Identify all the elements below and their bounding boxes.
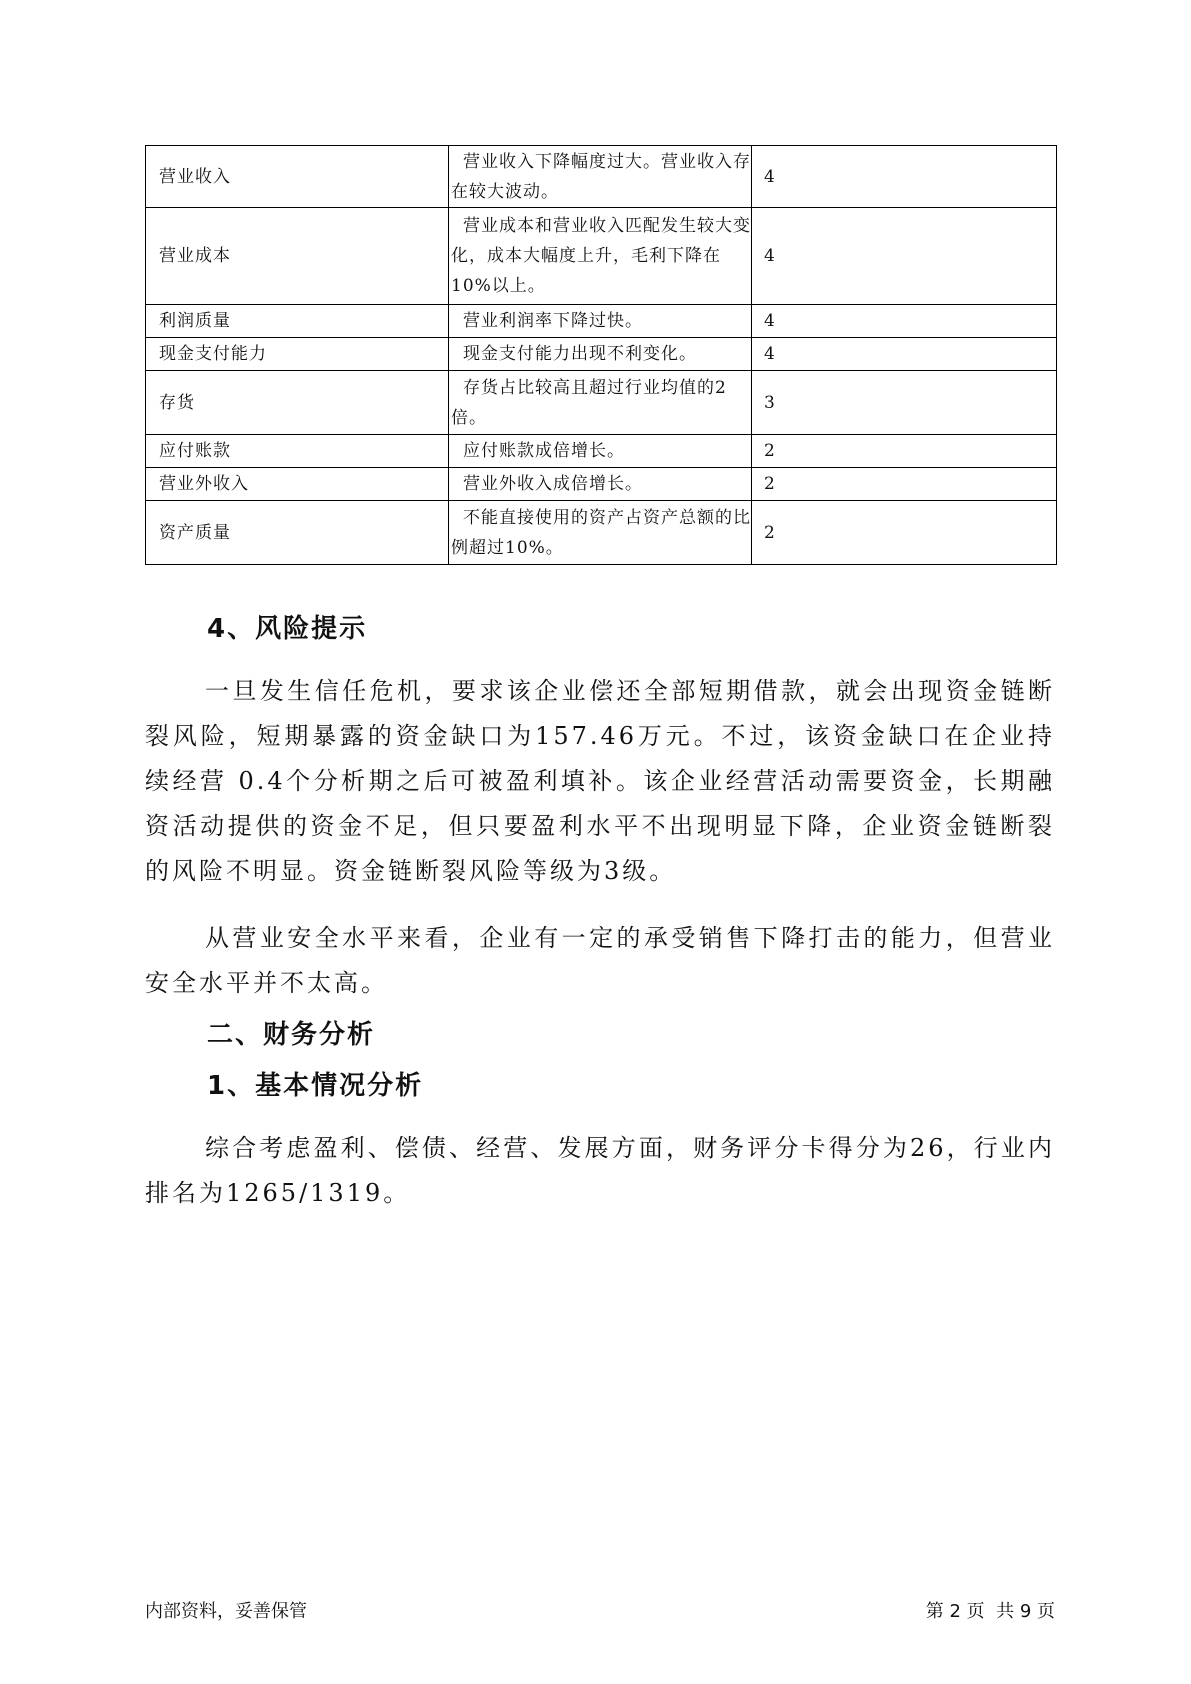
risk-item: 存货 — [146, 371, 449, 435]
section-heading-financial-analysis: 二、财务分析 — [207, 1020, 376, 1050]
risk-score: 2 — [752, 435, 1057, 468]
operating-safety-paragraph: 从营业安全水平来看，企业有一定的承受销售下降打击的能力，但营业安全水平并不太高。 — [145, 924, 1055, 997]
risk-description: 应付账款成倍增长。 — [463, 441, 625, 461]
risk-item: 营业外收入 — [146, 468, 449, 501]
risk-description: 营业利润率下降过快。 — [463, 311, 643, 331]
table-row — [146, 468, 1057, 501]
table-row — [146, 208, 1057, 305]
footer-page-number: 第 2 页 共 9 页 — [925, 1601, 1055, 1622]
risk-score: 3 — [752, 371, 1057, 435]
risk-description: 现金支付能力出现不利变化。 — [463, 344, 697, 364]
table-row — [146, 371, 1057, 435]
risk-score: 2 — [752, 468, 1057, 501]
section-heading-risk-warning: 4、风险提示 — [207, 614, 368, 644]
risk-item: 利润质量 — [146, 305, 449, 338]
risk-indicator-table — [145, 145, 1057, 565]
risk-item: 应付账款 — [146, 435, 449, 468]
risk-description: 存货占比较高且超过行业均值的2倍。 — [451, 377, 727, 428]
risk-warning-paragraph: 一旦发生信任危机，要求该企业偿还全部短期借款，就会出现资金链断裂风险，短期暴露的资金缺口为157.46万元。不过，该资金缺口在企业持续经营 0.4个分析期之后可被盈利填补。该企业经营活动需要资金，长期融资活动提供的资金不足，但只要盈利水平不出现明显下降，企业资金链断裂的风险不明显。资金链断裂风险等级为3级。 — [145, 677, 1055, 885]
risk-item: 营业收入 — [146, 146, 449, 208]
table-row — [146, 501, 1057, 565]
table-row — [146, 338, 1057, 371]
basic-analysis-paragraph: 综合考虑盈利、偿债、经营、发展方面，财务评分卡得分为26，行业内排名为1265/1319。 — [145, 1134, 1055, 1207]
risk-description: 营业外收入成倍增长。 — [463, 474, 643, 494]
table-row — [146, 146, 1057, 208]
risk-item: 资产质量 — [146, 501, 449, 565]
risk-description: 营业收入下降幅度过大。营业收入存在较大波动。 — [451, 151, 751, 202]
table-row — [146, 305, 1057, 338]
risk-score: 4 — [752, 146, 1057, 208]
risk-score: 4 — [752, 208, 1057, 305]
risk-score: 2 — [752, 501, 1057, 565]
risk-score: 4 — [752, 338, 1057, 371]
subsection-heading-basic-analysis: 1、基本情况分析 — [207, 1071, 424, 1101]
table-row — [146, 435, 1057, 468]
risk-score: 4 — [752, 305, 1057, 338]
risk-item: 营业成本 — [146, 208, 449, 305]
risk-item: 现金支付能力 — [146, 338, 449, 371]
footer-confidential-note: 内部资料，妥善保管 — [145, 1601, 307, 1622]
risk-description: 不能直接使用的资产占资产总额的比例超过10%。 — [451, 507, 751, 558]
risk-description: 营业成本和营业收入匹配发生较大变化，成本大幅度上升，毛利下降在10%以上。 — [451, 216, 751, 296]
